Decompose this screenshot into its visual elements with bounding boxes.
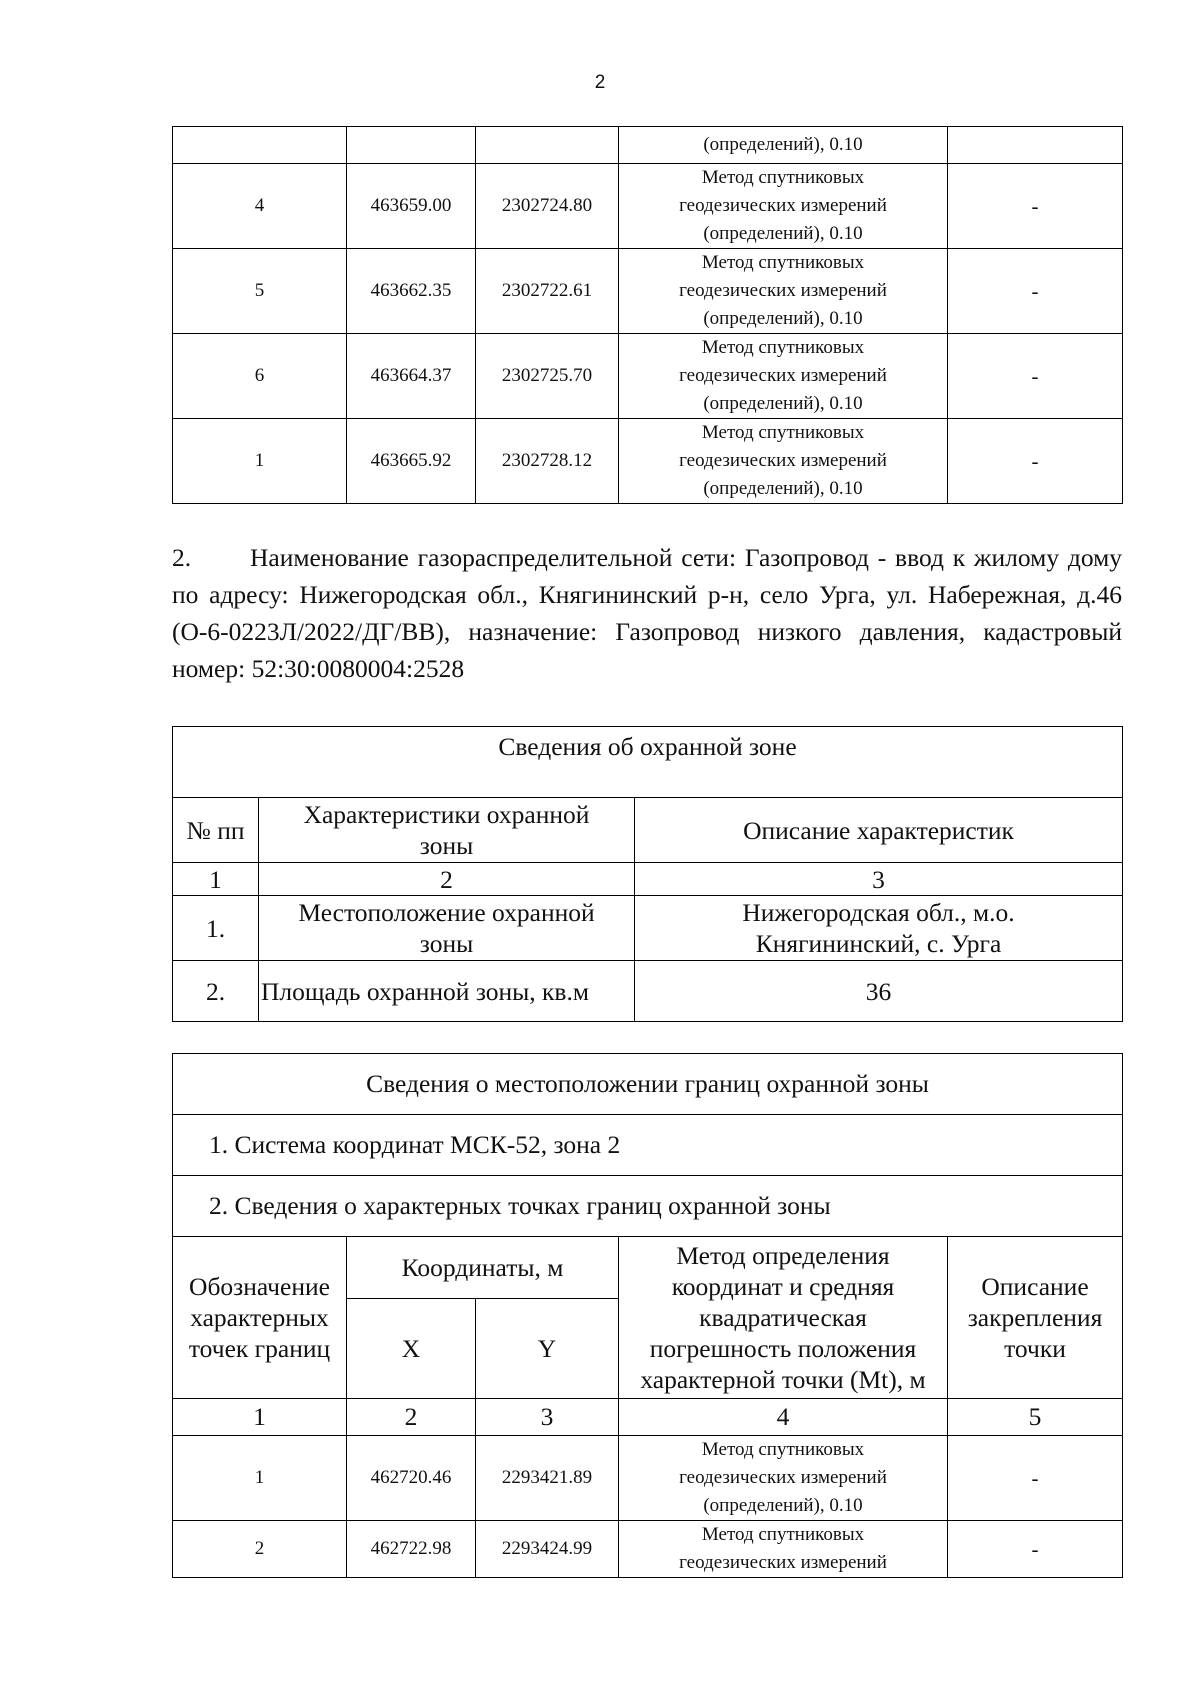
- point-cell: 6: [173, 334, 347, 419]
- y-cell: 2302722.61: [476, 249, 619, 334]
- table-row: [173, 1436, 1123, 1521]
- table-row: [173, 334, 1123, 419]
- page-number: 2: [594, 72, 606, 93]
- table-row: [173, 1521, 1123, 1578]
- description-cell: 36: [635, 961, 1123, 1022]
- table-row: [173, 127, 1123, 164]
- method-cell: Метод спутниковых геодезических измерений: [619, 1521, 948, 1578]
- paragraph-text: Наименование газораспределительной сети: Газопровод - ввод к жилому дому по адресу: Нижегородская обл., Княгининский р-н, село Урга, ул. Набережная, д.46 (О-6-0223Л/2022/ДГ/ВВ), назначение: Газопровод низкого давления, кадастровый номер: 52:30:0080004:2528: [172, 543, 1122, 683]
- characteristic-cell: Площадь охранной зоны, кв.м: [259, 961, 635, 1022]
- col-header-characteristics: Характеристики охранной зоны: [259, 798, 635, 863]
- col-header-point: Обозначение характерных точек границ: [173, 1237, 347, 1399]
- fix-cell: -: [948, 419, 1123, 504]
- x-cell: 463659.00: [347, 164, 476, 249]
- boundary-title: Сведения о местоположении границ охранной зоны: [173, 1054, 1123, 1115]
- points-title: 2. Сведения о характерных точках границ охранной зоны: [173, 1176, 1123, 1237]
- col-index: 2: [347, 1399, 476, 1436]
- point-cell: 5: [173, 249, 347, 334]
- y-cell: 2302725.70: [476, 334, 619, 419]
- points-table-continued: [172, 126, 1123, 504]
- table-row: [173, 249, 1123, 334]
- point-cell: 1: [173, 1436, 347, 1521]
- col-index: 5: [948, 1399, 1123, 1436]
- fix-cell: -: [948, 164, 1123, 249]
- zone-info-table: [172, 726, 1123, 1022]
- fix-cell: -: [948, 1436, 1123, 1521]
- table-row: [173, 896, 1123, 961]
- col-index: 2: [259, 863, 635, 896]
- method-cell: Метод спутниковых геодезических измерений (определений), 0.10: [619, 334, 948, 419]
- y-cell: 2293421.89: [476, 1436, 619, 1521]
- y-cell: 2302724.80: [476, 164, 619, 249]
- col-header-y: Y: [476, 1299, 619, 1399]
- method-cell: Метод спутниковых геодезических измерений (определений), 0.10: [619, 1436, 948, 1521]
- col-index: 1: [173, 1399, 347, 1436]
- method-cell: Метод спутниковых геодезических измерений (определений), 0.10: [619, 419, 948, 504]
- point-cell: 1: [173, 419, 347, 504]
- table-row: [173, 164, 1123, 249]
- x-cell: [347, 127, 476, 164]
- col-header-x: X: [347, 1299, 476, 1399]
- point-cell: [173, 127, 347, 164]
- x-cell: 462720.46: [347, 1436, 476, 1521]
- fix-cell: [948, 127, 1123, 164]
- point-cell: 4: [173, 164, 347, 249]
- x-cell: 463662.35: [347, 249, 476, 334]
- coordinate-system: 1. Система координат МСК-52, зона 2: [173, 1115, 1123, 1176]
- method-cell: Метод спутниковых геодезических измерений (определений), 0.10: [619, 164, 948, 249]
- col-index: 3: [476, 1399, 619, 1436]
- col-header-method: Метод определения координат и средняя квадратическая погрешность положения характерной точки (Mt), м: [619, 1237, 948, 1399]
- fix-cell: -: [948, 1521, 1123, 1578]
- fix-cell: -: [948, 334, 1123, 419]
- col-header-fix: Описание закрепления точки: [948, 1237, 1123, 1399]
- boundary-table: [172, 1053, 1123, 1578]
- method-cell: Метод спутниковых геодезических измерений (определений), 0.10: [619, 249, 948, 334]
- row-number: 1.: [173, 896, 259, 961]
- x-cell: 463665.92: [347, 419, 476, 504]
- fix-cell: -: [948, 249, 1123, 334]
- x-cell: 463664.37: [347, 334, 476, 419]
- characteristic-cell: Местоположение охранной зоны: [259, 896, 635, 961]
- method-cell: (определений), 0.10: [619, 127, 948, 164]
- table-row: [173, 419, 1123, 504]
- network-description: [172, 539, 1122, 687]
- col-index: 3: [635, 863, 1123, 896]
- y-cell: [476, 127, 619, 164]
- point-cell: 2: [173, 1521, 347, 1578]
- row-number: 2.: [173, 961, 259, 1022]
- zone-info-title: Сведения об охранной зоне: [173, 727, 1123, 798]
- x-cell: 462722.98: [347, 1521, 476, 1578]
- y-cell: 2293424.99: [476, 1521, 619, 1578]
- col-index: 1: [173, 863, 259, 896]
- col-header-coords: Координаты, м: [347, 1237, 619, 1299]
- col-index: 4: [619, 1399, 948, 1436]
- col-header-number: № пп: [173, 798, 259, 863]
- description-cell: Нижегородская обл., м.о. Княгининский, с. Урга: [635, 896, 1123, 961]
- col-header-description: Описание характеристик: [635, 798, 1123, 863]
- paragraph-number: 2.: [172, 543, 192, 572]
- table-row: [173, 961, 1123, 1022]
- y-cell: 2302728.12: [476, 419, 619, 504]
